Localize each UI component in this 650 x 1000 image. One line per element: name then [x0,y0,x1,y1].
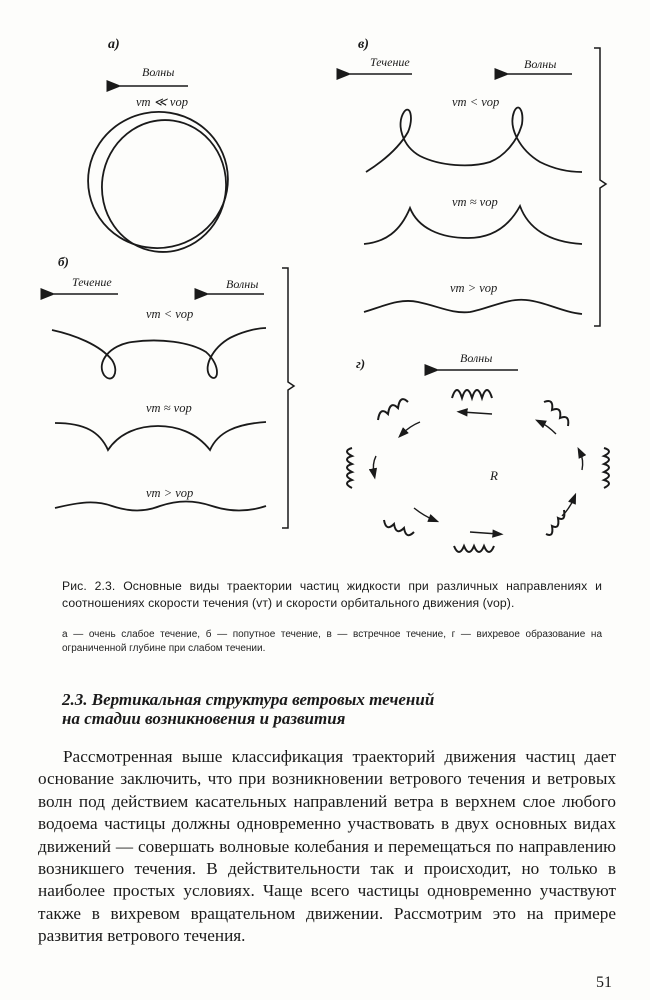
panel-v-relation-3: vт > vор [450,281,498,295]
arrow-top-left [402,422,420,434]
arrow-right [580,452,583,470]
panel-v-relation-1: vт < vор [452,95,500,109]
panel-g-center-label: R [490,468,498,483]
panel-b-relation-3: vт > vор [146,486,194,500]
panel-a-label: а) [108,37,120,52]
coil-top-right [544,401,568,426]
coil-bottom-left [384,520,414,535]
panel-b-label: б) [58,254,69,269]
page-number: 51 [596,974,612,991]
panel-g-label: г) [356,356,366,371]
panel-b-waves-label: Волны [226,277,259,291]
panel-v-trajectory-cusps [364,206,582,244]
arrow-bottom [470,532,498,534]
section-heading-line-1: 2.3. Вертикальная структура ветровых течений [62,690,435,709]
panel-v-current-label: Течение [370,55,410,69]
panel-a [75,37,240,261]
coil-top-center [452,390,492,398]
panel-g-waves-label: Волны [460,351,493,365]
coil-right [604,448,609,488]
coil-bottom-right [546,510,564,535]
panel-g [347,351,609,552]
section-heading [62,690,622,728]
coil-left [347,448,352,488]
panel-b-trajectory-loops [52,328,266,379]
figure-caption-legend: а — очень слабое течение, б — попутное течение, в — встречное течение, г — вихревое образование на ограниченной глубине при слабом течении. [62,629,602,654]
panel-b-current-label: Течение [72,275,112,289]
panel-a-spiral-orbit [75,99,240,261]
panel-v [350,37,606,326]
arrow-top-right [540,422,556,434]
panel-v-relation-2: vт ≈ vор [452,195,498,209]
panel-b [52,254,294,528]
arrow-left [373,456,376,474]
figure-caption: Рис. 2.3. Основные виды траектории частиц жидкости при различных направлениях и соотношениях скорости течения (vт) и скорости орбитального движения (vор). [62,579,602,610]
section-heading-line-2: на стадии возникновения и развития [62,709,346,728]
panel-b-trajectory-wave [55,502,266,511]
coil-top-left [378,399,408,420]
panel-v-trajectory-wave [364,300,582,314]
panel-b-bracket [282,268,294,528]
panel-a-waves-label: Волны [142,65,175,79]
arrow-top [462,412,492,414]
body-paragraph: Рассмотренная выше классификация траекторий движения частиц дает основание заключить, что при возникновении ветрового течения и ветровых волн под действием касательных направлений ветра в верхнем слое любого водоема частицы должны одновременно участвовать в двух основных видах движений — совершать волновые колебания и перемещаться по направлению возникшего течения. В действительности так и происходит, но только в наиболее простых условиях. Чаще всего частицы одновременно участвуют также в вихревом вращательном движении. Рассмотрим это на примере развития ветрового течения. [38,747,616,946]
panel-v-waves-label: Волны [524,57,557,71]
panel-v-bracket [594,48,606,326]
panel-a-relation: vт ≪ vор [136,95,188,109]
panel-b-relation-1: vт < vор [146,307,194,321]
panel-g-vortex-coils [347,390,609,552]
panel-b-relation-2: vт ≈ vор [146,401,192,415]
panel-g-circulation-arrows [373,412,582,534]
arrow-bottom-left [414,508,434,520]
coil-bottom-center [454,546,494,552]
panel-v-trajectory-loops [366,108,582,172]
panel-b-trajectory-cusps [55,422,266,450]
panel-v-label: в) [358,37,369,52]
arrow-bottom-right [562,498,574,516]
